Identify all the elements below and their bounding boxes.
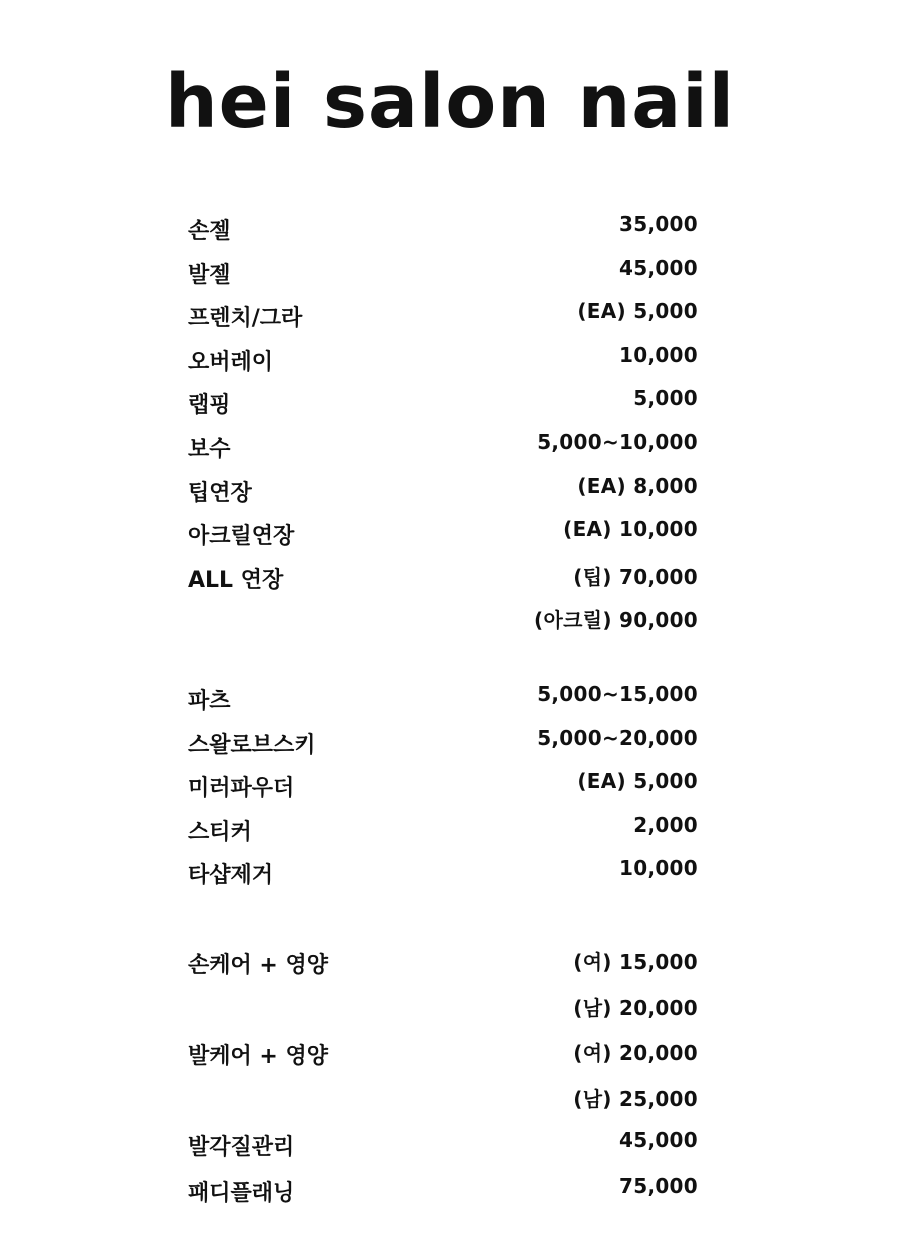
price-row: [188, 678, 698, 722]
price-row: [188, 765, 698, 809]
service-price: 5,000: [633, 386, 698, 411]
service-name: 아크릴연장: [188, 524, 295, 550]
price-list-nail: [188, 208, 698, 644]
service-price: 10,000: [619, 856, 698, 881]
service-name: 타샵제거: [188, 863, 274, 889]
service-name: 미러파우더: [188, 776, 295, 802]
service-price: 35,000: [619, 212, 698, 236]
service-name: 스티커: [188, 819, 252, 845]
service-name: 패디플래닝: [188, 1180, 295, 1206]
service-name: 발케어 + 영양: [188, 1044, 329, 1070]
service-price: 10,000: [619, 342, 698, 367]
price-list-extras: [188, 678, 698, 896]
service-price: 2,000: [633, 812, 698, 837]
service-name: 발각질관리: [188, 1135, 295, 1161]
price-row: [188, 339, 698, 383]
service-price: 45,000: [619, 255, 698, 280]
service-price: (남) 20,000: [573, 995, 698, 1020]
service-price: (EA) 5,000: [577, 769, 698, 794]
price-row: [188, 852, 698, 896]
price-row: [188, 1033, 698, 1079]
price-row: [188, 1170, 698, 1216]
service-name: 오버레이: [188, 349, 274, 375]
service-price: (팁) 70,000: [573, 564, 698, 589]
service-name: 파츠: [188, 689, 231, 714]
price-row: [188, 600, 698, 644]
price-row: [188, 513, 698, 557]
price-row: [188, 1124, 698, 1170]
price-row: [188, 1079, 698, 1125]
service-price: 5,000~15,000: [537, 682, 698, 706]
price-row: [188, 252, 698, 296]
service-price: (EA) 10,000: [563, 517, 698, 542]
service-price: (남) 25,000: [573, 1086, 698, 1111]
service-name: ALL 연장: [188, 567, 284, 593]
service-price: (아크릴) 90,000: [534, 608, 698, 633]
service-name: 스왈로브스키: [188, 732, 316, 758]
price-list-care: [188, 942, 698, 1216]
service-price: 5,000~10,000: [537, 429, 698, 454]
service-name: 랩핑: [188, 393, 231, 419]
service-name: 팁연장: [188, 480, 252, 506]
service-name: 보수: [188, 436, 231, 462]
service-name: 손케어 + 영양: [188, 953, 329, 978]
price-row: [188, 382, 698, 426]
service-price: (여) 15,000: [573, 950, 698, 974]
service-name: 손젤: [188, 219, 231, 244]
service-price: (EA) 8,000: [577, 473, 698, 498]
price-row: [188, 809, 698, 853]
price-row: [188, 557, 698, 601]
price-row: [188, 942, 698, 988]
price-row: [188, 988, 698, 1034]
service-price: 45,000: [619, 1128, 698, 1153]
price-row: [188, 208, 698, 252]
service-price: 75,000: [619, 1173, 698, 1198]
price-row: [188, 295, 698, 339]
service-price: 5,000~20,000: [537, 725, 698, 750]
service-name: 발젤: [188, 262, 231, 288]
price-row: [188, 722, 698, 766]
service-price: (EA) 5,000: [577, 299, 698, 324]
price-row: [188, 470, 698, 514]
service-price: (여) 20,000: [573, 1041, 698, 1066]
salon-title: hei salon nail: [165, 59, 735, 145]
price-row: [188, 426, 698, 470]
service-name: 프렌치/그라: [188, 306, 303, 332]
